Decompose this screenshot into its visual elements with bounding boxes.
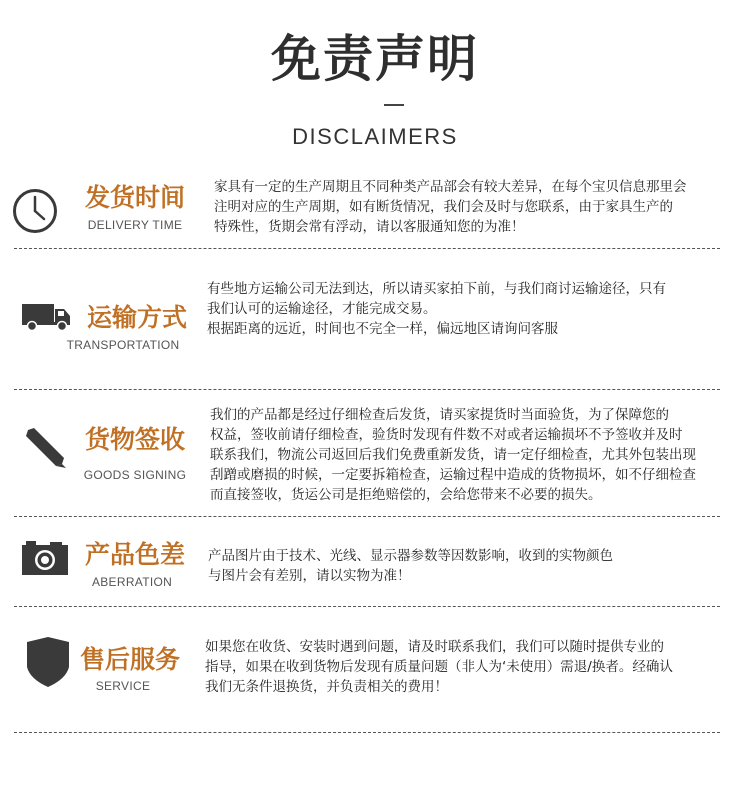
section-divider	[14, 389, 720, 390]
section-divider	[14, 516, 720, 517]
section-label-en: SERVICE	[95, 679, 151, 693]
description-line: 如果您在收货、安装时遇到问题，请及时联系我们，我们可以随时提供专业的	[205, 639, 664, 655]
title-separator	[384, 104, 404, 106]
section-divider	[14, 732, 720, 733]
section-description	[210, 405, 740, 505]
section-description	[208, 546, 728, 586]
shield-icon	[24, 637, 72, 689]
description-line: 我们认可的运输途径，才能完成交易。	[207, 301, 437, 317]
section-divider	[14, 606, 720, 607]
description-line: 刮蹭或磨损的时候，一定要拆箱检查，运输过程中造成的货物损坏，如不仔细检查	[210, 467, 696, 483]
description-line: 特殊性，货期会常有浮动，请以客服通知您的为准！	[214, 219, 525, 235]
section-label-en: TRANSPORTATION	[66, 338, 180, 352]
camera-icon	[22, 541, 68, 575]
section-label-cn: 产品色差	[84, 540, 185, 569]
section-label-cn: 发货时间	[84, 183, 185, 212]
section-description	[205, 637, 740, 697]
description-line: 指导，如果在收到货物后发现有质量问题（非人为‘未使用）需退/换者。经确认	[205, 659, 673, 675]
section-label-en: GOODS SIGNING	[83, 468, 187, 482]
description-line: 根据距离的远近，时间也不完全一样，偏远地区请询问客服	[207, 321, 558, 337]
section-label-cn: 售后服务	[79, 645, 180, 674]
description-line: 我们无条件退换货，并负责相关的费用！	[205, 679, 448, 695]
page-subtitle: DISCLAIMERS	[292, 124, 458, 149]
section-divider	[14, 248, 720, 249]
description-line: 产品图片由于技术、光线、显示器参数等因数影响，收到的实物颜色	[208, 548, 613, 564]
description-line: 有些地方运输公司无法到达，所以请买家拍下前，与我们商讨运输途径，只有	[207, 281, 666, 297]
clock-icon	[12, 188, 58, 234]
description-line: 注明对应的生产周期，如有断货情况，我们会及时与您联系，由于家具生产的	[214, 199, 673, 215]
section-label-en: DELIVERY TIME	[87, 218, 183, 232]
description-line: 而直接签收，货运公司是拒绝赔偿的，会给您带来不必要的损失。	[210, 487, 602, 503]
description-line: 权益，签收前请仔细检查，验货时发现有件数不对或者运输损坏不予签收并及时	[210, 427, 683, 443]
section-label-en: ABERRATION	[91, 575, 173, 589]
description-line: 与图片会有差别，请以实物为准！	[208, 568, 411, 584]
description-line: 我们的产品都是经过仔细检查后发货，请买家提货时当面验货，为了保障您的	[210, 407, 669, 423]
description-line: 家具有一定的生产周期且不同种类产品部会有较大差异，在每个宝贝信息那里会	[214, 179, 687, 195]
page-title: 免责声明	[271, 30, 479, 88]
section-label-cn: 货物签收	[84, 425, 185, 454]
section-description	[207, 279, 735, 339]
truck-icon	[22, 302, 72, 332]
pen-icon	[22, 424, 68, 470]
section-label-cn: 运输方式	[86, 303, 187, 332]
description-line: 联系我们，物流公司返回后我们免费重新发货，请一定仔细检查，尤其外包装出现	[210, 447, 696, 463]
section-description	[214, 177, 734, 237]
